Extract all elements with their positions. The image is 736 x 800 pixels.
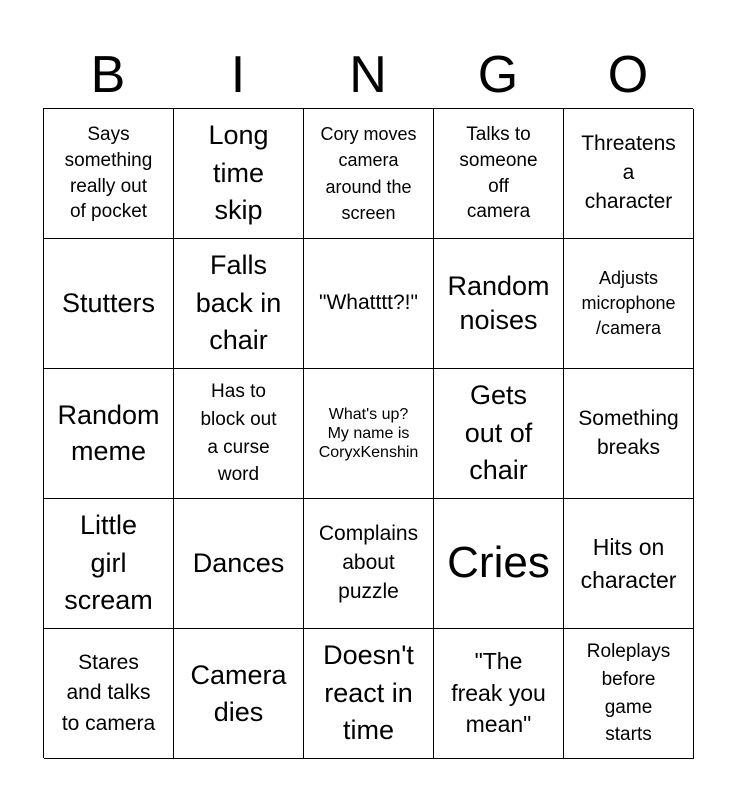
- cell-text: "Whatttt?!": [319, 291, 418, 315]
- bingo-cell[interactable]: [304, 239, 434, 369]
- cell-text: Says something really out of pocket: [64, 124, 153, 223]
- cell-text: Threatens a character: [581, 132, 676, 213]
- cell-text: Random noises: [447, 270, 550, 335]
- header-letter-i: I: [230, 46, 246, 104]
- bingo-cell[interactable]: [304, 629, 434, 759]
- bingo-cell[interactable]: [174, 629, 304, 759]
- bingo-cell[interactable]: [174, 239, 304, 369]
- bingo-cell[interactable]: [174, 499, 304, 629]
- bingo-cell[interactable]: [434, 109, 564, 239]
- cell-text: Long time skip: [208, 119, 269, 226]
- cell-text: Gets out of chair: [464, 379, 533, 486]
- bingo-grid: [43, 108, 693, 758]
- bingo-cell[interactable]: [304, 369, 434, 499]
- bingo-cell[interactable]: [44, 109, 174, 239]
- bingo-header: [43, 42, 693, 108]
- bingo-cell[interactable]: [44, 499, 174, 629]
- bingo-cell[interactable]: [304, 109, 434, 239]
- cell-text: Hits on character: [580, 534, 677, 593]
- bingo-cell[interactable]: [434, 369, 564, 499]
- bingo-cell[interactable]: [564, 369, 694, 499]
- bingo-cell[interactable]: [564, 109, 694, 239]
- cell-text: Adjusts microphone /camera: [581, 267, 676, 339]
- bingo-cell[interactable]: [174, 369, 304, 499]
- cell-text: "The freak you mean": [451, 647, 546, 738]
- cell-text: What's up? My name is CoryxKenshin: [318, 405, 419, 462]
- header-letter-n: N: [349, 46, 387, 104]
- cell-text: Random meme: [57, 400, 160, 466]
- bingo-cell[interactable]: [44, 369, 174, 499]
- bingo-cell[interactable]: [434, 499, 564, 629]
- cell-text: Little girl scream: [64, 509, 153, 616]
- bingo-cell[interactable]: [44, 239, 174, 369]
- bingo-cell[interactable]: [564, 499, 694, 629]
- bingo-cell[interactable]: [434, 239, 564, 369]
- bingo-cell[interactable]: [434, 629, 564, 759]
- cell-text: Something breaks: [578, 406, 679, 459]
- cell-text: Camera dies: [190, 660, 287, 727]
- bingo-cell[interactable]: [564, 239, 694, 369]
- cell-text: Complains about puzzle: [318, 522, 419, 603]
- cell-text: Roleplays before game starts: [586, 641, 671, 746]
- cell-text: Talks to someone off camera: [459, 124, 538, 223]
- bingo-cell[interactable]: [174, 109, 304, 239]
- cell-text: Doesn't react in time: [323, 639, 414, 746]
- header-letter-g: G: [477, 46, 519, 104]
- bingo-cell[interactable]: [44, 629, 174, 759]
- cell-text: Cory moves camera around the screen: [320, 124, 417, 223]
- cell-text: Stares and talks to camera: [61, 650, 156, 735]
- cell-text: Falls back in chair: [195, 249, 282, 356]
- header-letter-o: O: [607, 46, 649, 104]
- cell-text: Has to block out a curse word: [200, 381, 277, 486]
- bingo-cell[interactable]: [304, 499, 434, 629]
- cell-text: Dances: [192, 547, 285, 578]
- header-letter-b: B: [90, 46, 126, 104]
- cell-text: Stutters: [61, 287, 156, 318]
- bingo-cell[interactable]: [564, 629, 694, 759]
- cell-text: Cries: [447, 538, 550, 588]
